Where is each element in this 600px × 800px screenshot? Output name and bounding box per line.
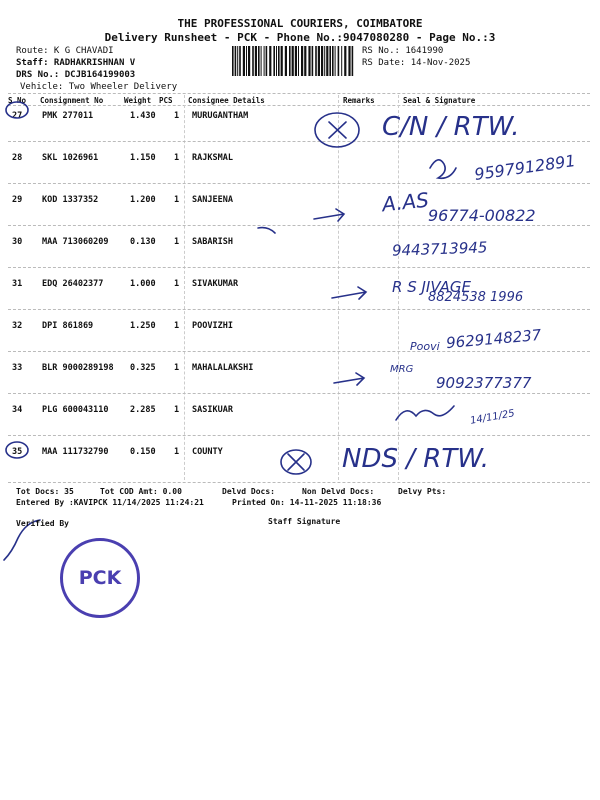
stamp-text: PCK <box>78 567 122 589</box>
row-consignee: POOVIZHI <box>192 321 233 331</box>
row-consignee: SABARISH <box>192 237 233 247</box>
signature-28 <box>430 160 456 178</box>
rs-date: RS Date: 14-Nov-2025 <box>362 58 471 68</box>
row-consignment-no: PMK 277011 <box>42 111 94 121</box>
row-sno: 29 <box>12 195 23 205</box>
phone-row31: 8824538 1996 <box>428 290 524 305</box>
row-consignee: SASIKUAR <box>192 405 233 415</box>
total-docs: Tot Docs: 35 <box>16 487 74 496</box>
drs-label: DRS No.: DCJB164199003 <box>16 70 136 80</box>
col-weight: Weight <box>124 96 152 105</box>
row-pcs: 1 <box>174 153 180 163</box>
col-sno: S No <box>8 96 27 105</box>
remark-x-35 <box>288 454 304 470</box>
non-delivered-docs: Non Delvd Docs: <box>302 487 375 496</box>
row-pcs: 1 <box>174 363 180 373</box>
route-label: Route: K G CHAVADI <box>16 46 114 56</box>
row-sno: 27 <box>12 111 23 121</box>
phone-row30: 9443713945 <box>391 238 488 260</box>
row-consignee: SIVAKUMAR <box>192 279 239 289</box>
signature-row29: A.AS <box>380 187 430 217</box>
row-weight: 1.250 <box>130 321 156 331</box>
row-pcs: 1 <box>174 321 180 331</box>
row-sno: 31 <box>12 279 23 289</box>
row-weight: 0.325 <box>130 363 156 373</box>
staff-label: Staff: RADHAKRISHNAN V <box>16 58 136 68</box>
row-consignee: MURUGANTHAM <box>192 111 249 121</box>
row-sno: 30 <box>12 237 23 247</box>
row-pcs: 1 <box>174 447 180 457</box>
row-weight: 1.200 <box>130 195 156 205</box>
row-pcs: 1 <box>174 195 180 205</box>
remark-row35: NDS / RTW. <box>342 444 490 474</box>
date-row34: 14/11/25 <box>469 408 516 427</box>
signature-row32: Poovi <box>410 340 440 353</box>
delivery-points: Delvy Pts: <box>398 487 447 496</box>
arrow-31 <box>332 287 366 299</box>
printed-on: Printed On: 14-11-2025 11:18:36 <box>232 498 382 507</box>
sno-circle-35 <box>6 442 28 458</box>
row-pcs: 1 <box>174 237 180 247</box>
row-consignee: SANJEENA <box>192 195 233 205</box>
row-sno: 28 <box>12 153 23 163</box>
col-remarks: Remarks <box>343 96 375 105</box>
row-weight: 0.130 <box>130 237 156 247</box>
row-sno: 33 <box>12 363 23 373</box>
row-consignee: RAJKSMAL <box>192 153 233 163</box>
row-pcs: 1 <box>174 279 180 289</box>
phone-row28: 9597912891 <box>473 151 577 184</box>
remark-x-27 <box>329 122 346 138</box>
col-seal-signature: Seal & Signature <box>403 96 476 105</box>
row-pcs: 1 <box>174 111 180 121</box>
row-consignment-no: PLG 600043110 <box>42 405 109 415</box>
row-consignee: MAHALALAKSHI <box>192 363 254 373</box>
vehicle-label: Vehicle: Two Wheeler Delivery <box>20 82 178 92</box>
entered-by: Entered By :KAVIPCK 11/14/2025 11:24:21 <box>16 498 204 507</box>
remark-row27: C/N / RTW. <box>382 112 520 142</box>
row-consignment-no: SKL 1026961 <box>42 153 99 163</box>
arrow-33 <box>334 373 364 385</box>
row-consignment-no: MAA 713060209 <box>42 237 109 247</box>
row-consignment-no: BLR 9000289198 <box>42 363 114 373</box>
row-pcs: 1 <box>174 405 180 415</box>
row-consignment-no: EDQ 26402377 <box>42 279 104 289</box>
signature-34 <box>396 406 454 420</box>
row-consignment-no: DPI 861869 <box>42 321 94 331</box>
row-sno: 32 <box>12 321 23 331</box>
col-consignment: Consignment No <box>40 96 104 105</box>
rs-number: RS No.: 1641990 <box>362 46 444 56</box>
row-consignment-no: MAA 111732790 <box>42 447 109 457</box>
row-weight: 1.000 <box>130 279 156 289</box>
row-weight: 2.285 <box>130 405 156 415</box>
row-consignee: COUNTY <box>192 447 223 457</box>
row-weight: 1.430 <box>130 111 156 121</box>
row-consignment-no: KOD 1337352 <box>42 195 99 205</box>
verified-by: Verified By <box>16 519 69 528</box>
col-pcs: PCS <box>159 96 173 105</box>
staff-signature: Staff Signature <box>268 517 341 526</box>
phone-row32: 9629148237 <box>445 325 543 353</box>
phone-row29: 96774-00822 <box>428 206 536 225</box>
col-consignee: Consignee Details <box>188 96 265 105</box>
row-weight: 1.150 <box>130 153 156 163</box>
signature-row31: R S JIVAGE <box>392 278 471 296</box>
signature-row33: MRG <box>390 364 414 375</box>
row-weight: 0.150 <box>130 447 156 457</box>
arrow-29 <box>314 209 344 221</box>
sno-circle-27 <box>6 102 28 118</box>
pck-stamp <box>60 538 140 618</box>
runsheet-subtitle: Delivery Runsheet - PCK - Phone No.:9047080280 - Page No.:3 <box>104 31 496 44</box>
phone-row33: 9092377377 <box>436 374 532 392</box>
row-sno: 35 <box>12 447 23 457</box>
row-sno: 34 <box>12 405 23 415</box>
delivered-docs: Delvd Docs: <box>222 487 275 496</box>
company-title: THE PROFESSIONAL COURIERS, COIMBATORE <box>177 17 423 30</box>
tick-29 <box>258 228 275 233</box>
total-cod-amount: Tot COD Amt: 0.00 <box>100 487 182 496</box>
